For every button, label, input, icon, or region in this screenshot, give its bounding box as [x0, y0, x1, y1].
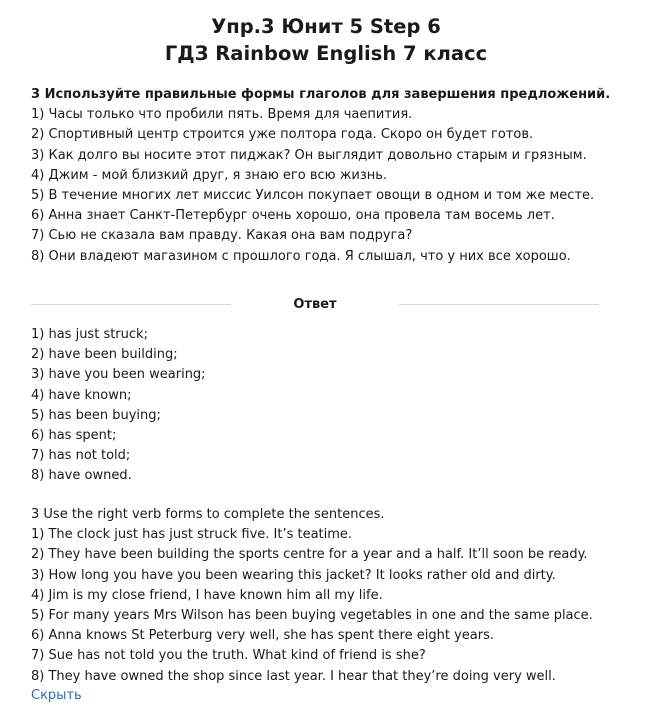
task-item-en-4: 4) Jim is my close friend, I have known him all my life.: [31, 587, 383, 603]
answer-item-6: 6) has spent;: [31, 427, 117, 443]
answers-list: [31, 325, 631, 487]
task-item-ru-3: 3) Как долго вы носите этот пиджак? Он выглядит довольно старым и грязным.: [31, 147, 587, 163]
task-item-ru-7: 7) Сью не сказала вам правду. Какая она вам подруга?: [31, 228, 413, 244]
task-item-en-1: 1) The clock just has just struck five. It’s teatime.: [31, 527, 353, 543]
task-item-en-7: 7) Sue has not told you the truth. What kind of friend is she?: [31, 648, 426, 664]
task-heading-ru: 3 Используйте правильные формы глаголов для завершения предложений.: [31, 87, 611, 102]
answer-item-7: 7) has not told;: [31, 448, 131, 464]
task-item-ru-6: 6) Анна знает Санкт-Петербург очень хорошо, она провела там восемь лет.: [31, 208, 555, 224]
hide-link[interactable]: Скрыть: [31, 688, 82, 703]
task-item-en-5: 5) For many years Mrs Wilson has been buying vegetables in one and the same place.: [31, 607, 593, 623]
divider-line-right: [399, 304, 599, 305]
task-russian: [31, 85, 631, 267]
answer-divider: [31, 296, 599, 314]
answer-item-5: 5) has been buying;: [31, 407, 161, 423]
answer-item-3: 3) have you been wearing;: [31, 367, 206, 383]
task-heading-en: 3 Use the right verb forms to complete the sentences.: [31, 507, 385, 522]
task-item-ru-2: 2) Спортивный центр строится уже полтора года. Скоро он будет готов.: [31, 127, 534, 143]
answer-heading: Ответ: [293, 297, 337, 312]
task-item-en-2: 2) They have been building the sports centre for a year and a half. It’ll soon be ready.: [31, 547, 588, 563]
task-item-ru-1: 1) Часы только что пробили пять. Время для чаепития.: [31, 107, 413, 123]
answer-item-8: 8) have owned.: [31, 468, 132, 484]
task-item-ru-4: 4) Джим - мой близкий друг, я знаю его всю жизнь.: [31, 167, 388, 183]
answer-item-2: 2) have been building;: [31, 347, 178, 363]
answer-item-1: 1) has just struck;: [31, 327, 148, 342]
task-item-en-6: 6) Anna knows St Peterburg very well, she has spent there eight years.: [31, 628, 494, 644]
task-item-en-8: 8) They have owned the shop since last year. I hear that they’re doing very well.: [31, 668, 556, 684]
answer-item-4: 4) have known;: [31, 387, 132, 403]
task-item-ru-5: 5) В течение многих лет миссис Уилсон покупает овощи в одном и том же месте.: [31, 187, 595, 203]
task-item-ru-8: 8) Они владеют магазином с прошлого года. Я слышал, что у них все хорошо.: [31, 248, 571, 264]
page-title: Упр.3 Юнит 5 Step 6: [211, 15, 441, 38]
task-english: [31, 505, 631, 687]
task-item-en-3: 3) How long you have you been wearing this jacket? It looks rather old and dirty.: [31, 567, 556, 583]
page-subtitle: ГДЗ Rainbow English 7 класс: [164, 42, 488, 65]
